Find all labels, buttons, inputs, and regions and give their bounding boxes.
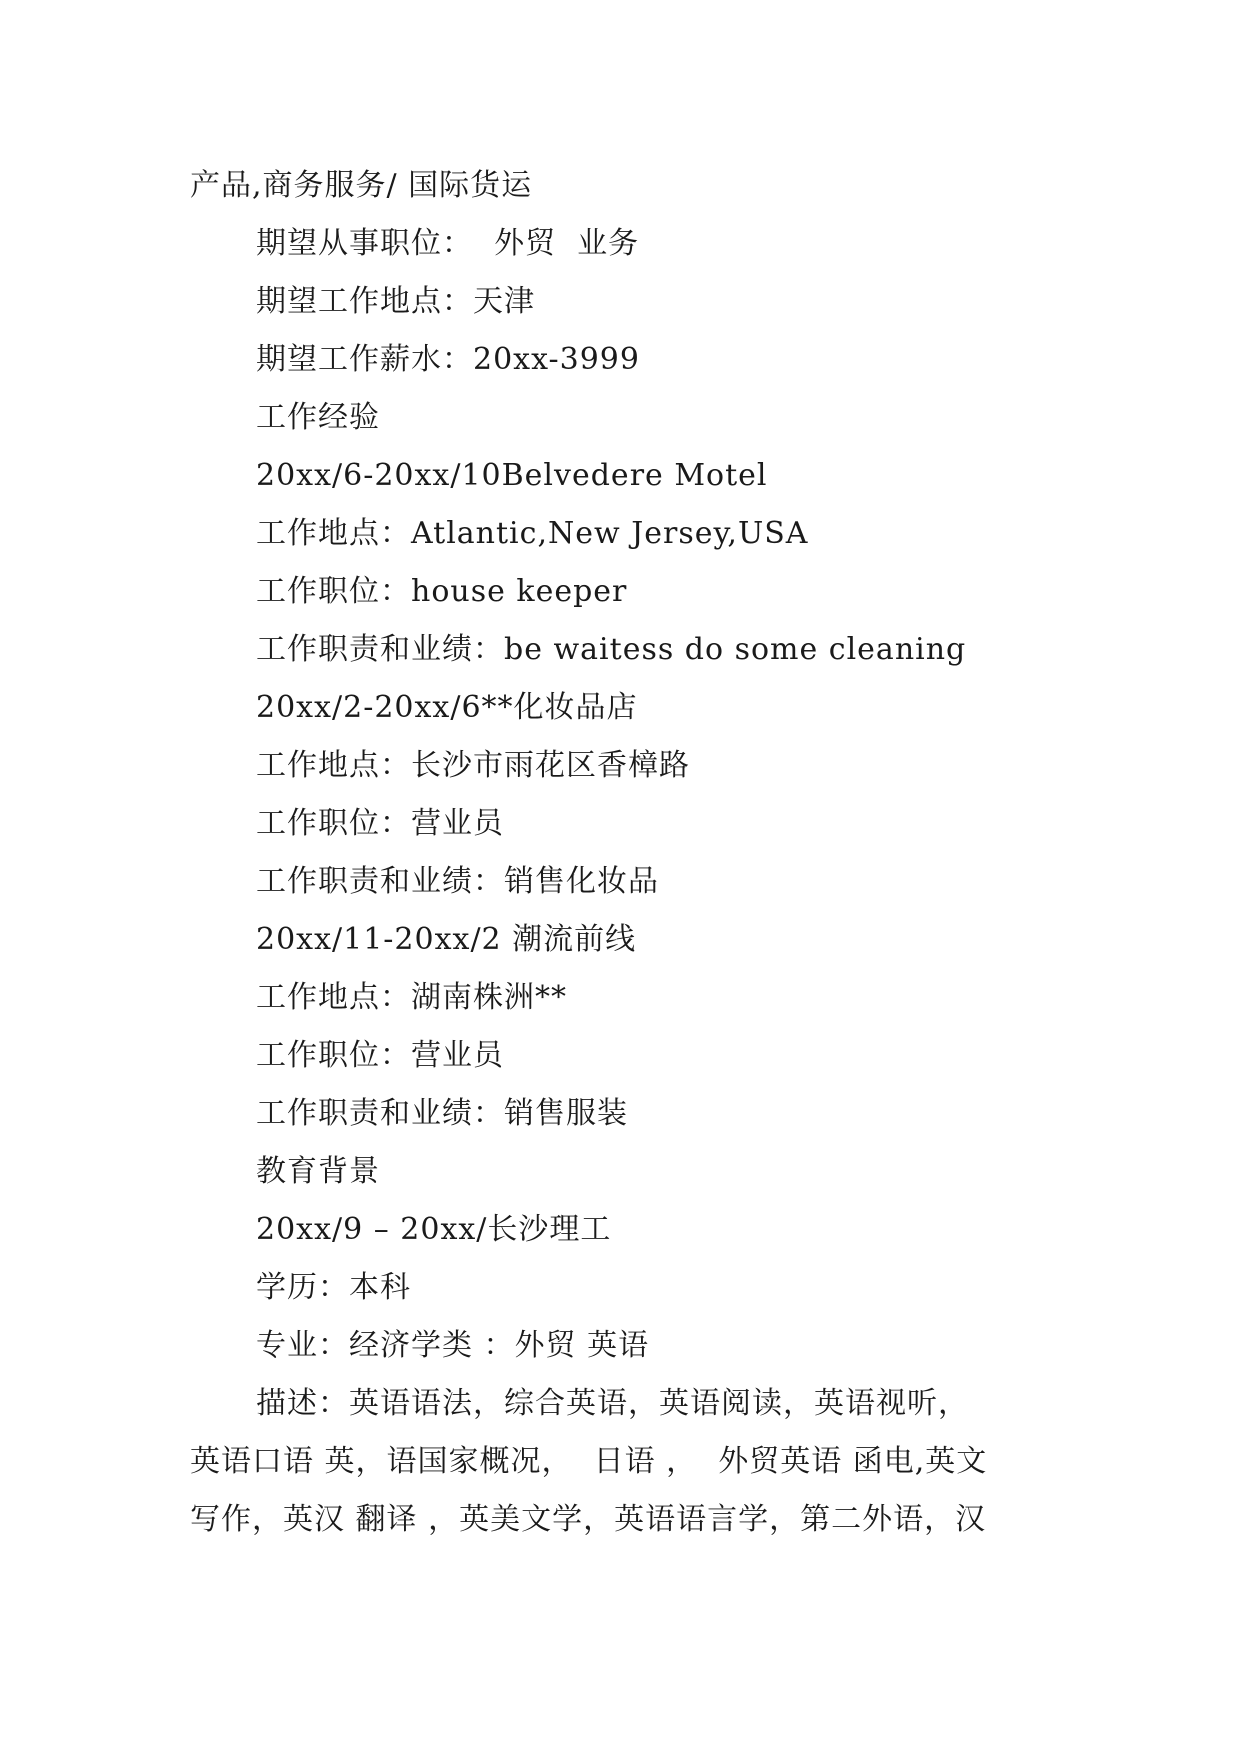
text-line: 工作地点：Atlantic,New Jersey,USA	[256, 516, 809, 551]
text-line: 工作职责和业绩：销售服装	[256, 1096, 628, 1131]
text-line: 20xx/9 – 20xx/长沙理工	[256, 1212, 612, 1247]
text-line: 期望工作薪水：20xx-3999	[256, 342, 640, 377]
text-line: 工作地点：长沙市雨花区香樟路	[256, 748, 690, 783]
text-line: 工作职责和业绩：销售化妆品	[256, 864, 659, 899]
text-line: 工作职位：营业员	[256, 806, 504, 841]
text-line: 工作职责和业绩：be waitess do some cleaning	[256, 632, 967, 667]
text-line: 期望工作地点：天津	[256, 284, 535, 319]
text-line: 20xx/2-20xx/6**化妆品店	[256, 690, 638, 725]
text-line: 工作地点：湖南株洲**	[256, 980, 567, 1015]
text-line: 描述：英语语法，综合英语，英语阅读，英语视听，	[256, 1386, 969, 1421]
section-heading: 工作经验	[256, 400, 380, 435]
text-line: 英语口语 英，语国家概况， 日语 ， 外贸英语 函电,英文	[190, 1444, 988, 1479]
text-line: 产品,商务服务/ 国际货运	[190, 168, 533, 203]
text-line: 20xx/6-20xx/10Belvedere Motel	[256, 458, 768, 493]
text-line: 写作，英汉 翻译 ，英美文学，英语语言学，第二外语，汉	[190, 1502, 987, 1537]
text-line: 专业：经济学类 ：外贸 英语	[256, 1328, 650, 1363]
section-heading: 教育背景	[256, 1154, 380, 1189]
text-line: 工作职位：house keeper	[256, 574, 628, 609]
text-line: 期望从事职位： 外贸 业务	[256, 226, 640, 261]
text-line: 学历：本科	[256, 1270, 411, 1305]
text-line: 工作职位：营业员	[256, 1038, 504, 1073]
text-line: 20xx/11-20xx/2 潮流前线	[256, 922, 637, 957]
